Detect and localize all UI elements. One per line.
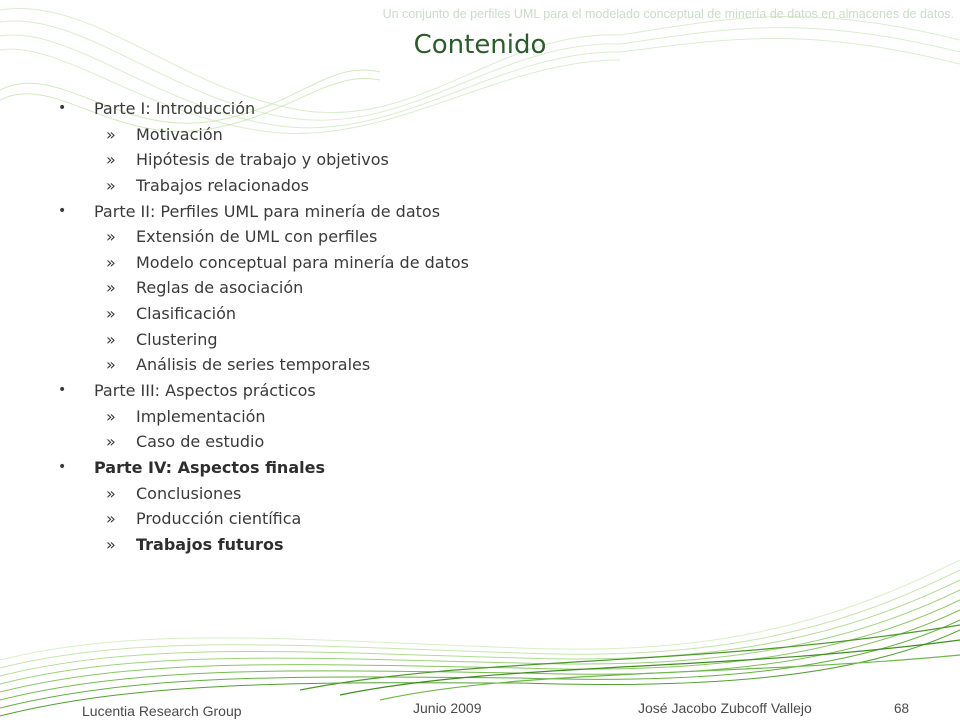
subsection-label: Caso de estudio [136, 432, 265, 452]
double-chevron-icon: » [106, 124, 116, 144]
subsection-item [56, 352, 916, 378]
double-chevron-icon: » [106, 227, 116, 247]
footer-group: Lucentia Research Group [82, 703, 242, 719]
subsection-label: Trabajos relacionados [136, 175, 309, 195]
double-chevron-icon: » [106, 278, 116, 298]
double-chevron-icon: » [106, 175, 116, 195]
subsection-label: Clustering [136, 329, 218, 349]
subsection-label: Extensión de UML con perfiles [136, 227, 378, 247]
double-chevron-icon: » [106, 534, 116, 554]
subsection-label: Implementación [136, 406, 266, 426]
double-chevron-icon: » [106, 406, 116, 426]
section-item [56, 455, 916, 481]
bullet-icon: • [58, 202, 67, 219]
subsection-item [56, 429, 916, 455]
slide-title: Contenido [413, 30, 547, 60]
double-chevron-icon: » [106, 150, 116, 170]
subsection-item [56, 301, 916, 327]
subsection-item [56, 327, 916, 353]
section-item [56, 96, 916, 122]
subsection-item [56, 147, 916, 173]
footer-date: Junio 2009 [413, 700, 482, 716]
subsection-label: Trabajos futuros [136, 534, 284, 554]
section-label: Parte II: Perfiles UML para minería de datos [94, 201, 441, 221]
subsection-label: Modelo conceptual para minería de datos [136, 252, 469, 272]
subsection-item [56, 122, 916, 148]
thesis-title-header: Un conjunto de perfiles UML para el modelado conceptual de minería de datos en almacenes de datos. [382, 7, 954, 21]
subsection-label: Motivación [136, 124, 223, 144]
subsection-item [56, 404, 916, 430]
bullet-icon: • [58, 100, 67, 116]
double-chevron-icon: » [106, 355, 116, 375]
bullet-icon: • [58, 458, 67, 475]
subsection-label: Hipótesis de trabajo y objetivos [136, 150, 389, 170]
subsection-item [56, 250, 916, 276]
subsection-item [56, 275, 916, 301]
subsection-item [56, 532, 916, 558]
section-item [56, 199, 916, 225]
outline-list [56, 96, 916, 558]
section-label: Parte I: Introducción [94, 99, 256, 118]
double-chevron-icon: » [106, 509, 116, 529]
section-item [56, 378, 916, 404]
subsection-item [56, 506, 916, 532]
subsection-label: Producción científica [136, 509, 302, 529]
subsection-item [56, 173, 916, 199]
subsection-label: Clasificación [136, 304, 237, 324]
section-label: Parte III: Aspectos prácticos [94, 381, 316, 401]
double-chevron-icon: » [106, 483, 116, 503]
double-chevron-icon: » [106, 432, 116, 452]
double-chevron-icon: » [106, 329, 116, 349]
section-label: Parte IV: Aspectos finales [94, 457, 325, 477]
subsection-item [56, 224, 916, 250]
subsection-label: Reglas de asociación [136, 278, 304, 298]
page-number: 68 [894, 701, 910, 716]
subsection-item [56, 481, 916, 507]
subsection-label: Análisis de series temporales [136, 355, 371, 375]
double-chevron-icon: » [106, 252, 116, 272]
double-chevron-icon: » [106, 304, 116, 324]
subsection-label: Conclusiones [136, 483, 242, 503]
bullet-icon: • [58, 382, 67, 399]
footer-author: José Jacobo Zubcoff Vallejo [638, 700, 812, 716]
